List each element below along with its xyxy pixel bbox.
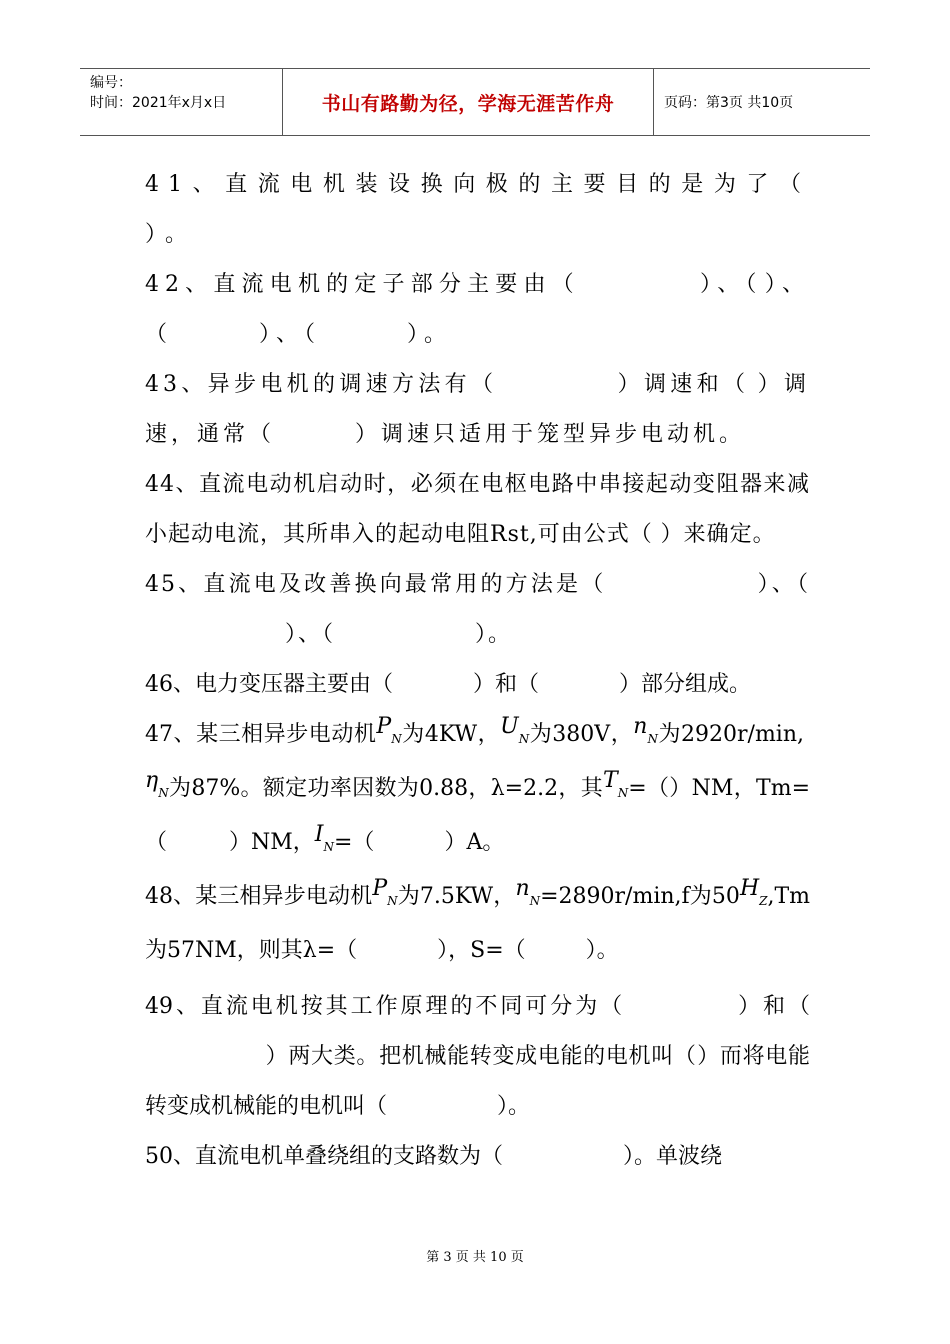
- question-45-part-a: 45、直流电及改善换向最常用的方法是（: [145, 572, 607, 597]
- question-44-text: 44、直流电动机启动时，必须在电枢电路中串接起动变阻器来减小起动电流，其所串入的起动电阻Rst,可由公式（ ）来确定。: [145, 472, 810, 547]
- question-47-part-j: =（: [334, 830, 375, 855]
- question-42-part-a: 42、直流电机的定子部分主要由（: [145, 272, 580, 297]
- question-46-part-a: 46、电力变压器主要由（: [145, 672, 393, 697]
- question-47-part-f: =（: [628, 776, 670, 801]
- question-50-part-b: ）。单波绕: [623, 1144, 723, 1169]
- question-45: [145, 560, 810, 660]
- question-list: [145, 160, 810, 1182]
- question-48-part-b: 为7.5KW，: [397, 884, 516, 909]
- page-header: [80, 68, 870, 136]
- question-44: [145, 460, 810, 560]
- question-42: [145, 260, 810, 360]
- question-43-part-a: 43、异步电机的调速方法有（: [145, 372, 498, 397]
- question-47-part-h: ）NM，: [229, 830, 315, 855]
- question-42-part-e: ）。: [407, 322, 453, 347]
- symbol-eta: η: [145, 768, 159, 793]
- subscript-z: Z: [759, 894, 768, 908]
- page-footer: 第 3 页 共 10 页: [426, 1250, 524, 1265]
- question-43: [145, 360, 810, 460]
- symbol-i: I: [314, 822, 324, 847]
- question-49: [145, 982, 810, 1132]
- symbol-n: n: [515, 876, 530, 901]
- question-50-part-a: 50、直流电机单叠绕组的支路数为（: [145, 1144, 503, 1169]
- subscript-n: N: [617, 786, 629, 800]
- header-motto: 书山有路勤为径，学海无涯苦作舟: [282, 69, 654, 135]
- question-46-part-c: ）部分组成。: [619, 672, 752, 697]
- symbol-n: n: [633, 714, 648, 739]
- question-48-part-e: ），S=（: [437, 938, 526, 963]
- subscript-n: N: [529, 894, 541, 908]
- question-42-part-d: ）、（: [259, 322, 322, 347]
- header-meta: [80, 69, 282, 135]
- question-47-part-c: 为380V，: [529, 722, 634, 747]
- symbol-u: U: [500, 714, 519, 739]
- subscript-n: N: [158, 786, 169, 800]
- symbol-t: T: [603, 768, 618, 793]
- question-47-part-d: 为2920r/min,: [657, 722, 804, 747]
- question-47-part-k: ）A。: [444, 830, 505, 855]
- question-49-part-d: ）而将电能转变成机械能的电机叫（: [145, 1044, 810, 1119]
- header-page-info: 页码：第3页 共10页: [664, 95, 794, 111]
- question-45-part-b: ）、（: [756, 572, 810, 597]
- question-48-part-a: 48、某三相异步电动机: [145, 884, 373, 909]
- question-46-part-b: ）和（: [473, 672, 540, 697]
- question-42-part-c: ）、（: [145, 272, 810, 347]
- question-50: [145, 1132, 810, 1182]
- question-42-part-b: ）、（: [699, 272, 763, 297]
- subscript-n: N: [387, 894, 398, 908]
- symbol-p: P: [372, 876, 388, 901]
- question-43-part-d: ）调速只适用于笼型异步电动机。: [355, 422, 746, 447]
- question-49-part-e: ）。: [497, 1094, 531, 1119]
- question-48-part-c: =2890r/min,f为50: [540, 884, 740, 909]
- question-45-part-c: ）、（: [285, 622, 336, 647]
- subscript-n: N: [323, 840, 334, 854]
- question-43-part-b: ）调速和（: [617, 372, 750, 397]
- subscript-n: N: [391, 732, 402, 746]
- subscript-n: N: [647, 732, 658, 746]
- question-46: [145, 660, 810, 710]
- question-41: [145, 160, 810, 260]
- question-47-part-e: 为87%。额定功率因数为0.88，λ=2.2，其: [168, 776, 604, 801]
- symbol-p: P: [376, 714, 392, 739]
- question-49-part-b: ）和（: [735, 994, 810, 1019]
- question-49-part-c: ）两大类。把机械能转变成电能的电机叫（: [265, 1044, 697, 1069]
- symbol-h: H: [739, 876, 760, 901]
- time-label: 时间：2021年x月x日: [90, 95, 227, 111]
- question-49-part-a: 49、直流电机按其工作原理的不同可分为（: [145, 994, 626, 1019]
- question-45-part-d: ）。: [475, 622, 513, 647]
- question-47-part-a: 47、某三相异步电动机: [145, 722, 377, 747]
- question-48: [145, 872, 810, 976]
- question-43-part-c: ）调速，通常（: [145, 372, 810, 447]
- question-47-part-g: ）NM，Tm=（: [145, 776, 810, 855]
- question-48-part-d: ,Tm为57NM，则其λ=（: [145, 884, 810, 963]
- question-47: [145, 710, 810, 872]
- subscript-n: N: [518, 732, 530, 746]
- question-41-text: 41、直流电机装设换向极的主要目的是为了（ ）。: [145, 172, 810, 247]
- question-48-part-f: ）。: [585, 938, 619, 963]
- number-label: 编号：: [90, 75, 132, 91]
- question-47-part-b: 为4KW，: [401, 722, 501, 747]
